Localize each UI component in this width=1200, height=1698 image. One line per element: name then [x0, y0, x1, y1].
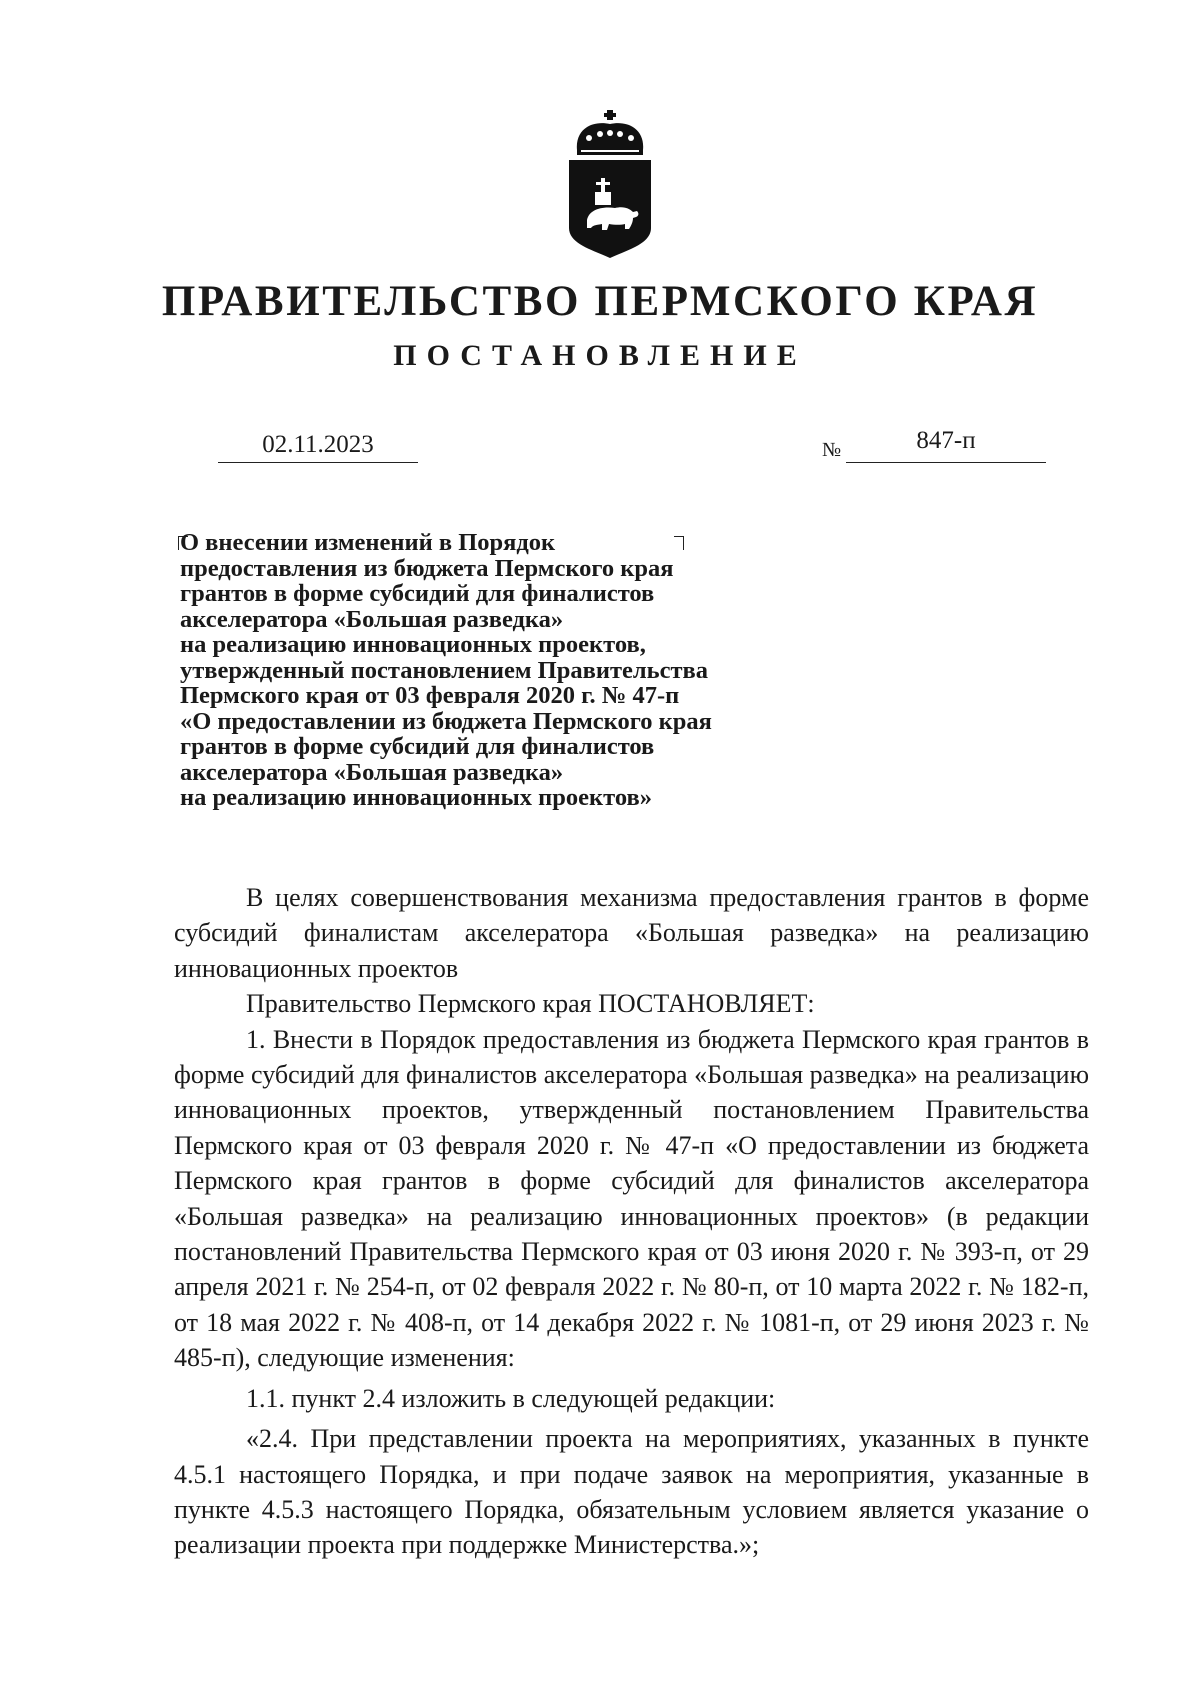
subject-line: акселератора «Большая разведка» [180, 758, 564, 786]
subject-line: предоставления из бюджета Пермского края [180, 554, 674, 582]
subject-line: утвержденный постановлением Правительства [180, 656, 708, 684]
number-label: № [822, 439, 842, 461]
subject-line: грантов в форме субсидий для финалистов [180, 580, 655, 607]
paragraph-item-1-1: 1.1. пункт 2.4 изложить в следующей редакции: [246, 1383, 776, 1413]
document-type: ПОСТАНОВЛЕНИЕ [393, 339, 807, 372]
subject-line: Пермского края от 03 февраля 2020 г. № 47-п [180, 682, 680, 709]
document-subject [180, 530, 820, 811]
paragraph-purpose: В целях совершенствования механизма предоставления грантов в форме субсидий финалистам акселератора «Большая разведка» на реализацию инновационных проектов [174, 883, 1089, 983]
subject-line: акселератора «Большая разведка» [180, 605, 564, 633]
document-number: 847-п [846, 426, 1046, 463]
subject-line: «О предоставлении из бюджета Пермского края [180, 707, 712, 735]
subject-line: О внесении изменений в Порядок [180, 529, 556, 556]
document-date: 02.11.2023 [218, 430, 418, 463]
perm-krai-coat-of-arms-icon [565, 108, 655, 260]
subject-line: на реализацию инновационных проектов, [180, 631, 646, 658]
organization-title: ПРАВИТЕЛЬСТВО ПЕРМСКОГО КРАЯ [161, 278, 1039, 325]
subject-line: грантов в форме субсидий для финалистов [180, 733, 655, 760]
document-body [174, 880, 1089, 1563]
paragraph-item-1: 1. Внести в Порядок предоставления из бюджета Пермского края грантов в форме субсидий для финалистов акселератора «Большая разведка» на реализацию инновационных проектов, утвержденный постановлением Правительства Пермского края от 03 февраля 2020 г. № 47-п «О предоставлении из бюджета Пермского края грантов в форме субсидий для финалистов акселератора «Большая разведка» на реализацию инновационных проектов» (в редакции постановлений Правительства Пермского края от 03 июня 2020 г. № 393-п, от 29 апреля 2021 г. № 254-п, от 02 февраля 2022 г. № 80-п, от 10 марта 2022 г. № 182-п, от 18 мая 2022 г. № 408-п, от 14 декабря 2022 г. № 1081-п, от 29 июня 2023 г. № 485-п), следующие изменения: [174, 1024, 1089, 1373]
paragraph-resolves: Правительство Пермского края ПОСТАНОВЛЯЕТ: [246, 989, 815, 1019]
subject-line: на реализацию инновационных проектов» [180, 784, 652, 811]
paragraph-item-2-4: «2.4. При представлении проекта на мероприятиях, указанных в пункте 4.5.1 настоящего Порядка, и при подаче заявок на мероприятия, указанные в пункте 4.5.3 настоящего Порядка, обязательным условием является указание о реализации проекта при поддержке Министерства.»; [174, 1424, 1089, 1560]
